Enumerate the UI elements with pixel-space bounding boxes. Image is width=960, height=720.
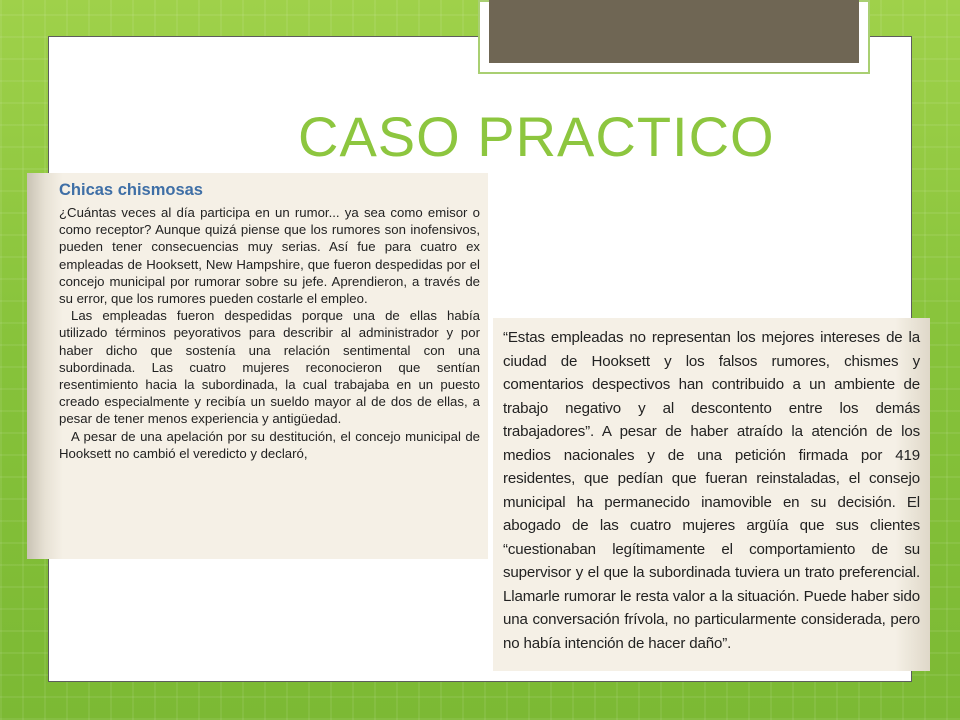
slide-title: CASO PRACTICO xyxy=(298,105,775,168)
article-paragraph-3: A pesar de una apelación por su destitución, el concejo municipal de Hooksett no cambió el veredicto y declaró, xyxy=(59,428,480,461)
article-paragraph-2: Las empleadas fueron despedidas porque una de ellas había utilizado términos peyorativos para describir al administrador y por haber dicho que sostenía una relación sentimental con una subordinada. Las cuatro mujeres reconocieron que sentían resentimiento hacia la subordinada, la cual trabajaba en un puesto creado especialmente y recibía un sueldo mayor al de dos de ellas, a pesar de tener menos experiencia y antigüedad. xyxy=(59,308,480,427)
article-scan-left xyxy=(27,173,488,559)
article-scan-right xyxy=(493,318,930,671)
decorative-block xyxy=(489,0,859,63)
article-heading: Chicas chismosas xyxy=(59,181,203,199)
article-continuation: “Estas empleadas no representan los mejores intereses de la ciudad de Hooksett y los falsos rumores, chismes y comentarios despectivos han contribuido a un ambiente de trabajo negativo y al descontento entre los demás trabajadores”. A pesar de haber atraído la atención de los medios nacionales y de una petición firmada por 419 residentes, que pedían que fueran reinstaladas, el consejo municipal ha permanecido inamovible en su decisión. El abogado de las cuatro mujeres argüía que sus clientes “cuestionaban legítimamente el comportamiento de su supervisor y el que la subordinada tuviera un trato preferencial. Llamarle rumorar le resta valor a la situación. Puede haber sido una conversación frívola, no particularmente considerada, pero no había intención de hacer daño”. xyxy=(503,329,920,652)
article-paragraph-1: ¿Cuántas veces al día participa en un rumor... ya sea como emisor o como receptor? Aunque quizá piense que los rumores son inofensivos, pueden tener consecuencias muy serias. Así fue para cuatro ex empleadas de Hooksett, New Hampshire, que fueron despedidas por el concejo municipal por rumorar sobre su jefe. Aprendieron, a través de su error, que los rumores pueden costarle el empleo. xyxy=(59,205,480,307)
